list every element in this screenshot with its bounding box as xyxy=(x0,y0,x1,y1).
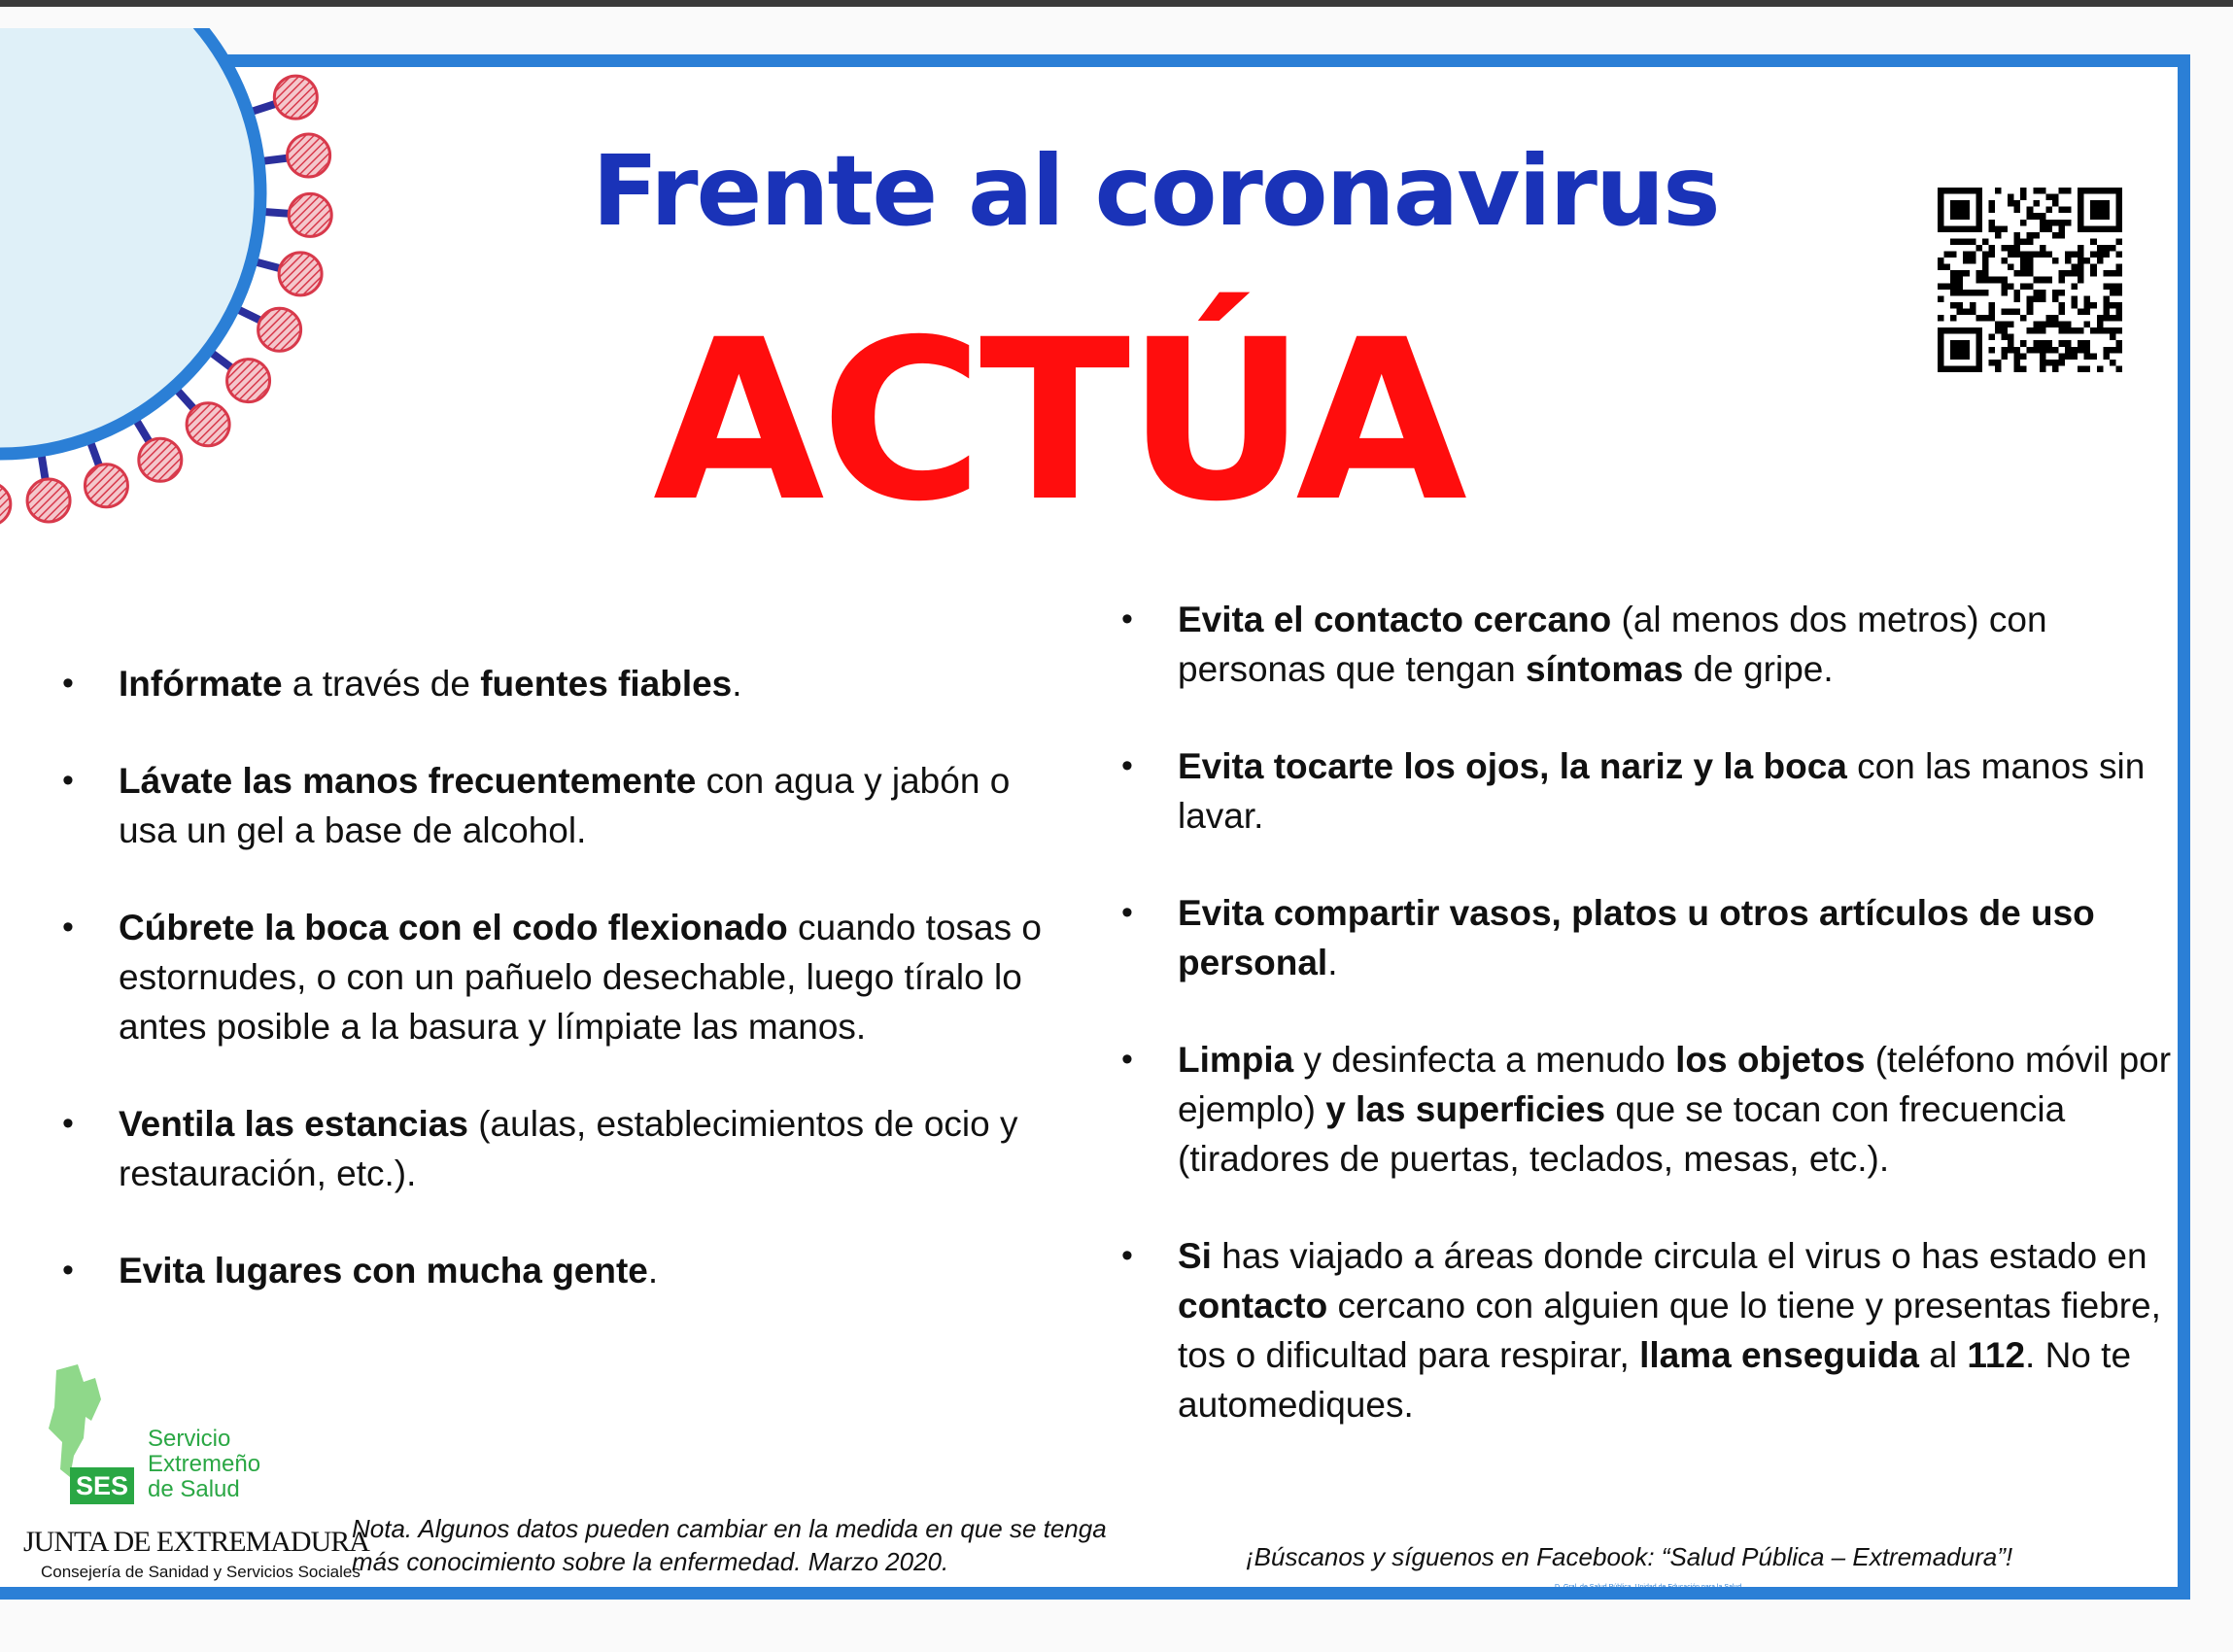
advice-keyword: Infórmate xyxy=(119,664,283,704)
advice-keyword: Evita el contacto cercano xyxy=(1178,600,1612,639)
advice-item xyxy=(68,903,1069,1051)
advice-text: . xyxy=(732,664,742,704)
advice-item xyxy=(1127,1035,2177,1184)
advice-item xyxy=(1127,1231,2177,1429)
advice-keyword: Lávate las manos frecuentemente xyxy=(119,761,697,801)
advice-keyword: síntomas xyxy=(1525,649,1684,689)
advice-keyword: llama enseguida xyxy=(1639,1335,1919,1375)
advice-keyword: Ventila las estancias xyxy=(119,1104,468,1144)
page-subtitle: ACTÚA xyxy=(653,292,1463,550)
advice-text: (teléfono móvil por ejemplo) xyxy=(1178,1040,2172,1129)
advice-text: . No te automediques. xyxy=(1178,1335,2132,1425)
advice-list-right xyxy=(1127,595,2177,1429)
advice-list-left xyxy=(68,659,1069,1295)
advice-text: (al menos dos metros) con personas que tengan xyxy=(1178,600,2047,689)
advice-text: has viajado a áreas donde circula el virus o has estado en xyxy=(1211,1236,2147,1276)
advice-keyword: 112 xyxy=(1967,1335,2026,1375)
advice-text: que se tocan con frecuencia (tiradores de puertas, teclados, mesas, etc.). xyxy=(1178,1089,2066,1179)
advice-text: con agua y jabón o usa un gel a base de alcohol. xyxy=(119,761,1011,850)
advice-keyword: Evita compartir vasos, platos u otros artículos de uso personal xyxy=(1178,893,2095,982)
advice-keyword: y las superficies xyxy=(1325,1089,1606,1129)
note-text: Nota. Algunos datos pueden cambiar en la medida en que se tenga más conocimiento sobre la enfermedad. Marzo 2020. xyxy=(352,1514,1107,1576)
ses-name xyxy=(148,1427,260,1502)
advice-item xyxy=(1127,888,2177,987)
ses-logo: SES xyxy=(70,1467,134,1504)
advice-keyword: Si xyxy=(1178,1236,1212,1276)
junta-logo-text: JUNTA DE EXTREMADURA xyxy=(23,1526,369,1558)
advice-text: con las manos sin lavar. xyxy=(1178,746,2146,836)
advice-keyword: fuentes fiables xyxy=(480,664,733,704)
advice-text: (aulas, establecimientos de ocio y restauración, etc.). xyxy=(119,1104,1018,1193)
advice-text: y desinfecta a menudo xyxy=(1293,1040,1676,1080)
advice-keyword: Limpia xyxy=(1178,1040,1294,1080)
advice-keyword: los objetos xyxy=(1675,1040,1866,1080)
advice-text: cercano con alguien que lo tiene y presentas fiebre, tos o dificultad para respirar, xyxy=(1178,1286,2161,1375)
ses-name-line: Extremeño xyxy=(148,1451,261,1477)
advice-item xyxy=(1127,595,2177,694)
ses-name-line: Servicio xyxy=(148,1426,231,1452)
advice-item xyxy=(68,756,1069,855)
advice-text: al xyxy=(1918,1335,1968,1375)
advice-item xyxy=(68,1246,1069,1295)
advice-keyword: Evita lugares con mucha gente xyxy=(119,1251,648,1291)
advice-keyword: Evita tocarte los ojos, la nariz y la boca xyxy=(1178,746,1847,786)
consejeria-text: Consejería de Sanidad y Servicios Sociales xyxy=(41,1563,361,1581)
ses-name-line: de Salud xyxy=(148,1476,240,1502)
advice-item xyxy=(68,659,1069,708)
advice-text: a través de xyxy=(282,664,481,704)
advice-text: . xyxy=(1327,943,1338,982)
scan-edge xyxy=(0,0,2233,7)
advice-text: de gripe. xyxy=(1683,649,1834,689)
advice-item xyxy=(68,1099,1069,1198)
advice-keyword: Cúbrete la boca con el codo flexionado xyxy=(119,908,788,947)
advice-text: cuando tosas o estornudes, o con un pañuelo desechable, luego tíralo lo antes posible a la basura y límpiate las manos. xyxy=(119,908,1042,1047)
advice-item xyxy=(1127,741,2177,841)
advice-keyword: contacto xyxy=(1178,1286,1328,1325)
facebook-text: ¡Búscanos y síguenos en Facebook: “Salud Pública – Extremadura”! xyxy=(1246,1542,2013,1571)
page-title: Frente al coronavirus xyxy=(592,134,1719,248)
advice-text: . xyxy=(647,1251,659,1291)
credit-text: D. Gral. de Salud Pública. Unidad de Educación para la Salud xyxy=(1555,1584,1742,1591)
